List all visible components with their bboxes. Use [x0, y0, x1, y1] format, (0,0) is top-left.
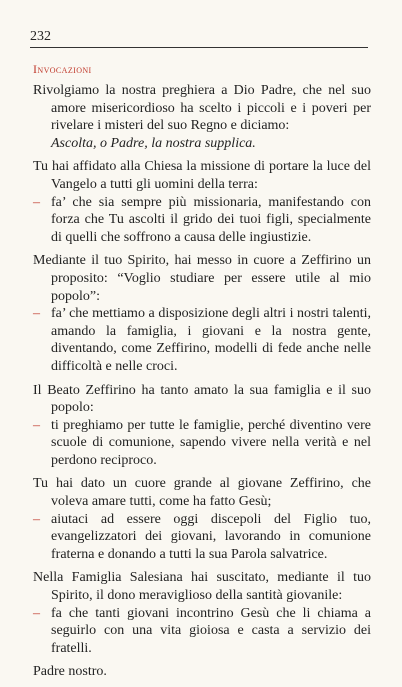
- invocation-statement-2: Mediante il tuo Spirito, hai messo in cuore a Zeffirino un proposito: “Voglio studiare per essere utile al mio popolo”:: [33, 253, 371, 304]
- invocation-petition-4: [33, 511, 371, 564]
- intro-paragraph: [33, 82, 371, 152]
- dash-marker: –: [33, 417, 40, 433]
- dash-marker: –: [33, 194, 40, 210]
- invocation-petition-1: [33, 194, 371, 247]
- prayer-body: [33, 82, 371, 687]
- invocation-petition-3: [33, 417, 371, 470]
- petition-text: ti preghiamo per tutte le famiglie, perché diventino vere scuole di comunione, sapendo vivere nella verità e nel perdono reciproco.: [51, 417, 371, 468]
- dash-marker: –: [33, 605, 40, 621]
- invocation-statement-4: Tu hai dato un cuore grande al giovane Zeffirino, che voleva amare tutti, come ha fatto Gesù;: [33, 476, 371, 510]
- petition-text: fa’ che mettiamo a disposizione degli altri i nostri talenti, amando la famiglia, i giovani e la nostra gente, diventando, come Zeffirino, modelli di fede anche nelle difficoltà e nelle croci.: [51, 306, 371, 374]
- petition-text: fa che tanti giovani incontrino Gesù che li chiama a seguirlo con una vita gioiosa e casta a servizio dei fratelli.: [51, 605, 371, 656]
- dash-marker: –: [33, 511, 40, 527]
- invocation-statement-3: Il Beato Zeffirino ha tanto amato la sua famiglia e il suo popolo:: [33, 382, 371, 416]
- section-title: Invocazioni: [33, 62, 92, 76]
- response-text: Ascolta, o Padre, la nostra supplica.: [51, 135, 256, 151]
- closing-line: Padre nostro.: [33, 664, 107, 680]
- invocation-petition-2: [33, 305, 371, 375]
- invocation-statement-5: Nella Famiglia Salesiana hai suscitato, mediante il tuo Spirito, il dono meraviglioso della santità giovanile:: [33, 570, 371, 604]
- intro-text: Rivolgiamo la nostra preghiera a Dio Padre, che nel suo amore misericordioso ha scelto i piccoli e i poveri per rivelare i misteri del suo Regno e diciamo:: [33, 83, 371, 134]
- dash-marker: –: [33, 306, 40, 322]
- petition-text: fa’ che sia sempre più missionaria, manifestando con forza che Tu ascolti il grido dei tuoi figli, specialmente di quelli che soffrono a causa delle ingiustizie.: [51, 194, 371, 245]
- petition-text: aiutaci ad essere oggi discepoli del Figlio tuo, evangelizzatori dei giovani, lavorando in comunione fraterna e donando a tutti la sua Parola salvatrice.: [51, 511, 371, 562]
- page-number: 232: [30, 29, 51, 44]
- invocation-statement-1: Tu hai affidato alla Chiesa la missione di portare la luce del Vangelo a tutti gli uomini della terra:: [33, 159, 371, 192]
- header-rule: [30, 47, 368, 48]
- invocation-petition-5: [33, 605, 371, 658]
